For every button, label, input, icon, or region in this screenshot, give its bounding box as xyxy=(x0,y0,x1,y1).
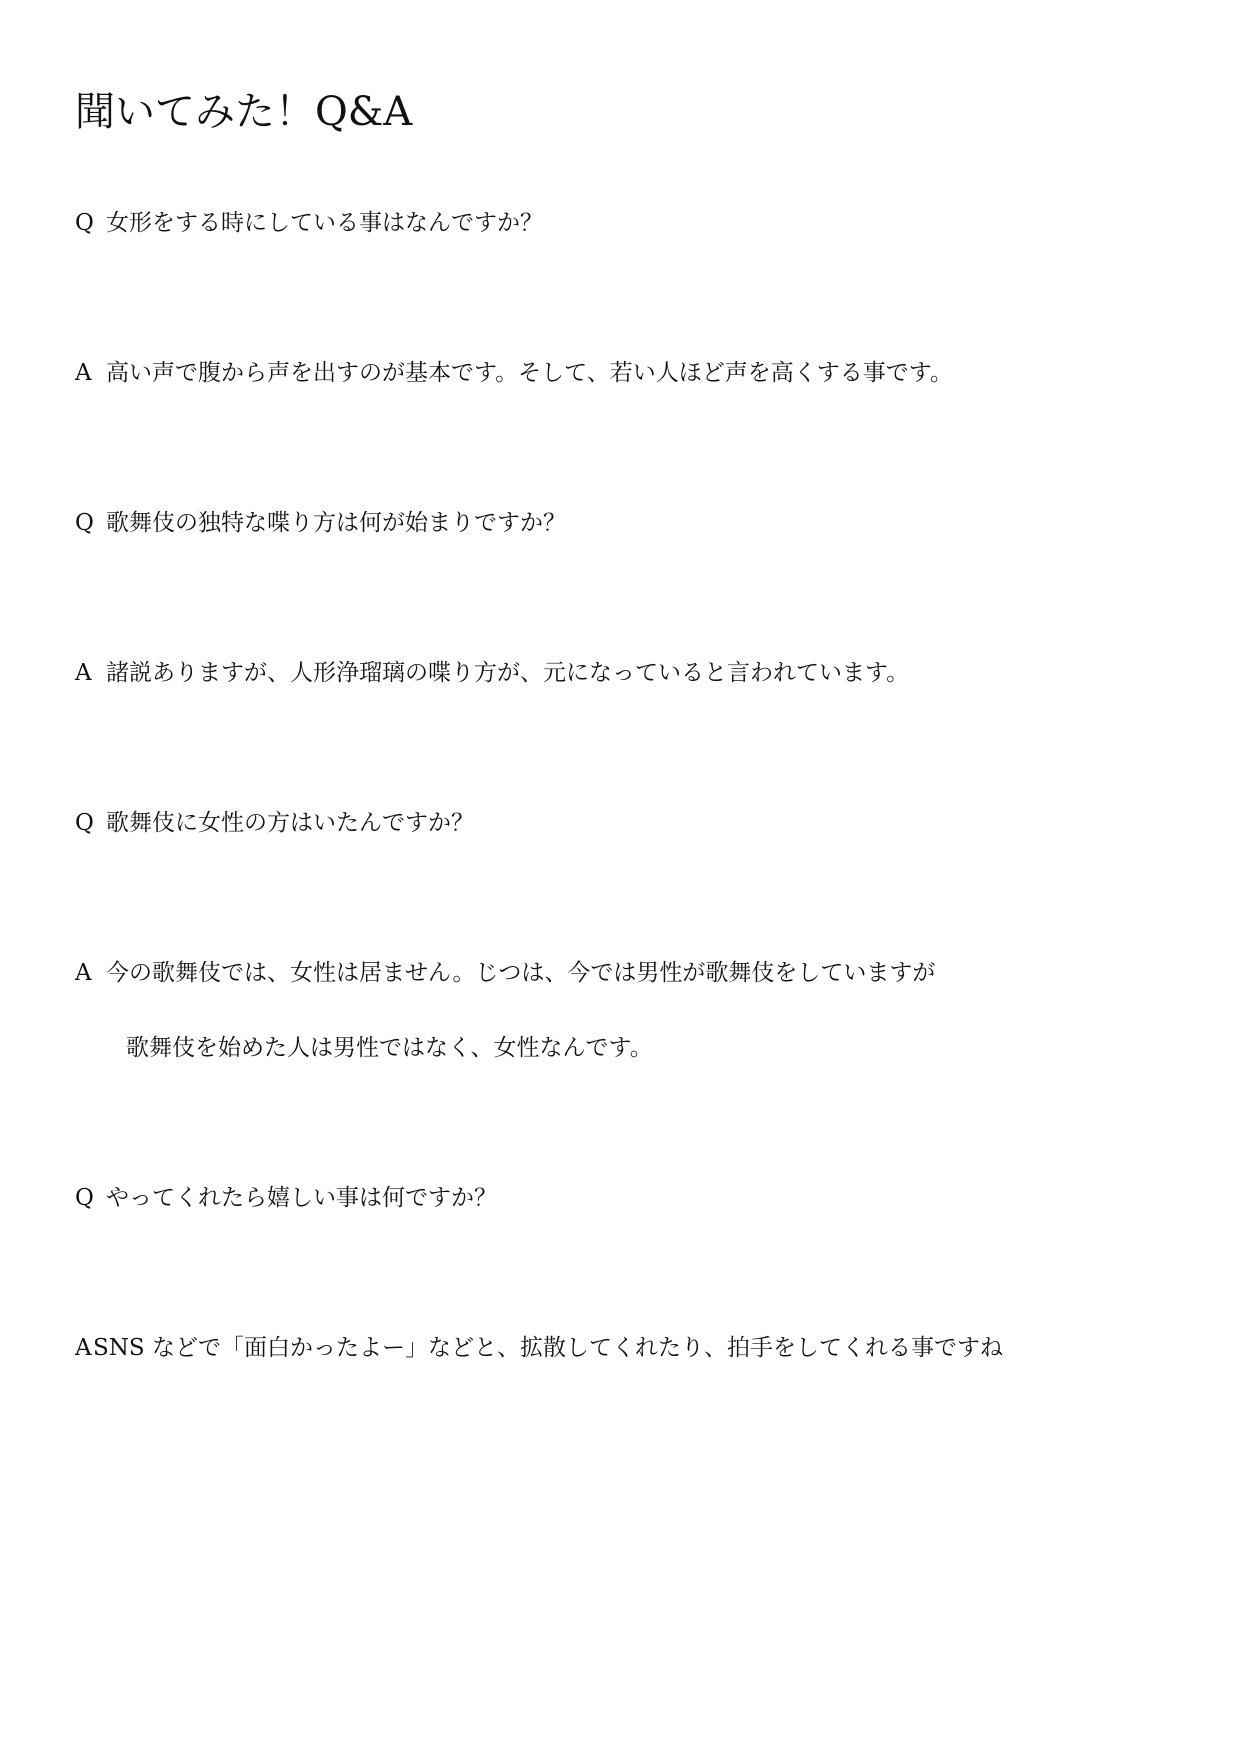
answer-3 xyxy=(75,958,935,988)
question-text: やってくれたら嬉しい事は何ですか？ xyxy=(106,1185,497,1211)
question-marker: Q xyxy=(75,1185,94,1211)
answer-text: SNS などで「面白かったよー」などと、拡散してくれたり、拍手をしてくれる事ですね xyxy=(93,1335,1003,1361)
question-1 xyxy=(75,208,543,238)
answer-marker: A xyxy=(75,1335,92,1361)
page-title: 聞いてみた！Q&A xyxy=(75,89,413,135)
question-text: 女形をする時にしている事はなんですか？ xyxy=(106,210,543,236)
answer-text: 諸説ありますが、人形浄瑠璃の喋り方が、元になっていると言われています。 xyxy=(106,660,910,686)
answer-text: 高い声で腹から声を出すのが基本です。そして、若い人ほど声を高くする事です。 xyxy=(106,360,953,386)
question-text: 歌舞伎に女性の方はいたんですか？ xyxy=(106,810,474,836)
answer-4 xyxy=(75,1333,1003,1363)
answer-2 xyxy=(75,658,909,688)
answer-marker: A xyxy=(75,960,92,986)
question-2 xyxy=(75,508,566,538)
question-marker: Q xyxy=(75,510,94,536)
question-4 xyxy=(75,1183,497,1213)
question-marker: Q xyxy=(75,810,94,836)
answer-marker: A xyxy=(75,360,92,386)
answer-marker: A xyxy=(75,660,92,686)
question-marker: Q xyxy=(75,210,94,236)
answer-text: 今の歌舞伎では、女性は居ません。じつは、今では男性が歌舞伎をしていますが xyxy=(106,960,936,986)
question-text: 歌舞伎の独特な喋り方は何が始まりですか？ xyxy=(106,510,566,536)
question-3 xyxy=(75,808,474,838)
answer-1 xyxy=(75,358,953,388)
answer-3-continuation: 歌舞伎を始めた人は男性ではなく、女性なんです。 xyxy=(126,1035,653,1061)
